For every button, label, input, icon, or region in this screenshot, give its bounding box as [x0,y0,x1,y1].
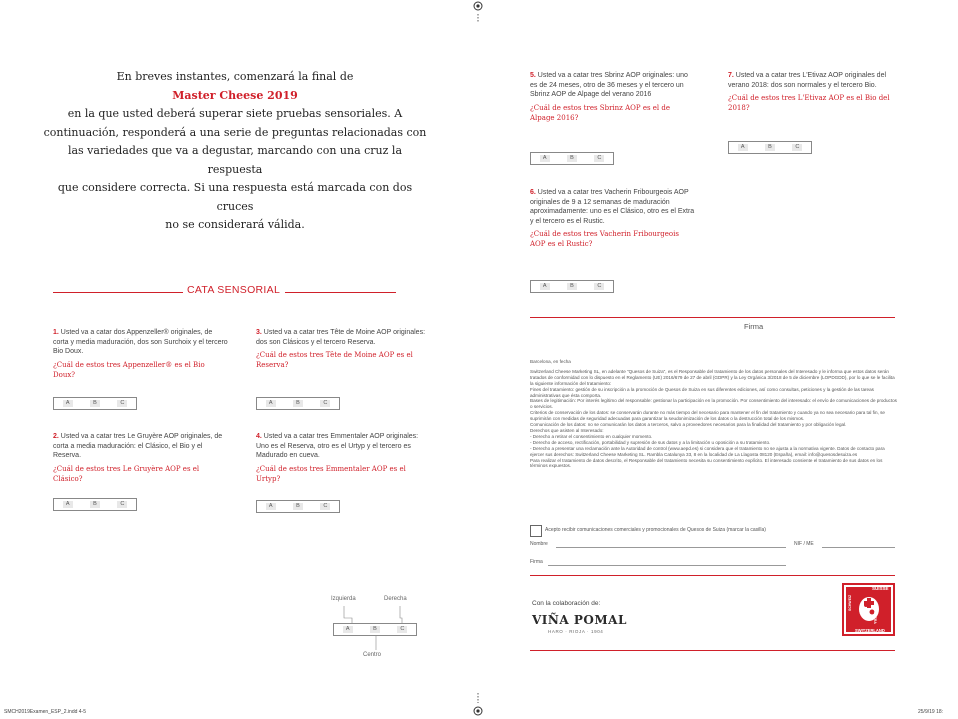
divider [530,575,895,576]
question-3 [256,328,428,370]
logo-text: SVIZZERA [873,607,877,624]
intro-line: las variedades que va a degustar, marcando con una cruz la respuesta [67,144,403,176]
divider [530,650,895,651]
legal-paragraph: - Derecho de acceso, rectificación, portabilidad y supresión de sus datos y a la limitación u oposición a su tratamiento. [530,439,771,445]
section-header [53,284,396,298]
option-a[interactable]: A [266,503,276,510]
firma-label: Firma [530,559,543,565]
intro-line: que considere correcta. Si una respuesta está marcada con dos cruces [57,181,413,213]
privacy-notice [530,359,897,469]
legal-paragraph: - Derecho a retirar el consentimiento en cualquier momento. [530,433,653,439]
question-number: 4. [256,433,262,440]
option-c[interactable]: C [117,400,127,407]
option-b[interactable]: B [293,400,303,407]
question-ask: ¿Cuál de estos tres Tête de Moine AOP es el Reserva? [256,351,413,370]
legal-paragraph: Criterios de conservación de los datos: se conservarán durante no más tiempo del necesario para mantener el fin del tratamiento y cuando ya no sea necesario para tal fin, se suprimirán con medidas de seguridad adecuadas para garantizar la seudonimización de los datos o la destrucción total de los mismos. [530,410,885,422]
registration-icon [472,693,484,719]
nif-label: NIF / ME [794,541,814,547]
print-slug: SMCH2019Examen_ESP_2.indd 4-5 [4,709,86,715]
question-number: 2. [53,433,59,440]
option-b[interactable]: B [567,155,577,162]
legal-paragraph: Derechos que asisten al Interesado: [530,427,604,433]
event-name: Master Cheese 2019 [172,88,298,102]
question-number: 7. [728,72,734,79]
sponsor-logo: VIÑA POMAL [532,613,627,627]
option-b[interactable]: B [90,501,100,508]
logo-text: SWITZERLAND [855,628,885,633]
legal-paragraph: Fines del tratamiento: gestión de su inscripción a la promoción de Quesos de Suiza en sus diferentes ediciones, así como consultas, peticiones y la gestión de las tareas administrativas que ésta comporta. [530,386,874,398]
question-text: Usted va a catar tres Emmentaler AOP originales: Uno es el Reserva, otro es el Urtyp y el tercero es Madurado en cueva. [256,433,419,460]
option-c: C [397,626,407,633]
diagram-right-label: Derecha [384,596,407,602]
option-a: A [343,626,353,633]
registration-mark-bottom [478,693,479,717]
divider [53,292,183,293]
option-c[interactable]: C [320,400,330,407]
question-text: Usted va a catar tres L'Etivaz AOP originales del verano 2018: dos son normales y el tercero Bio. [728,72,887,89]
logo-text: SCHWEIZ [848,594,852,611]
name-label: Nombre [530,541,548,547]
option-a[interactable]: A [266,400,276,407]
option-a[interactable]: A [63,501,73,508]
diagram-left-label: Izquierda [331,596,356,602]
print-date: 25/9/19 18: [918,709,944,715]
question-text: Usted va a catar tres Le Gruyère AOP originales, de corta a media maduración: el Clásico, el Bio y el Reserva. [53,433,223,460]
option-c[interactable]: C [117,501,127,508]
question-text: Usted va a catar dos Appenzeller® originales, de corta y media maduración, dos son Surchoix y el tercero Bio Doux. [53,329,228,356]
option-b[interactable]: B [567,283,577,290]
cheese-figure-icon [856,595,882,625]
option-c[interactable]: C [320,503,330,510]
question-ask: ¿Cuál de estos tres Le Gruyère AOP es el Clásico? [53,464,200,483]
option-a[interactable]: A [63,400,73,407]
question-1 [53,328,228,380]
answer-box-3[interactable] [256,397,340,410]
option-a[interactable]: A [540,155,550,162]
intro-line: En breves instantes, comenzará la final de [116,70,354,83]
legal-paragraph: Para realizar el tratamiento de datos descrito, el Responsable del tratamiento necesita su consentimiento explícito. El interesado consiente el tratamiento de sus datos en los términos expuestos. [530,457,883,469]
option-a[interactable]: A [540,283,550,290]
question-6 [530,188,695,249]
question-ask: ¿Cuál de estos tres Appenzeller® es el Bio Doux? [53,360,205,379]
question-text: Usted va a catar tres Vacherin Fribourgeois AOP originales de 9 a 12 semanas de maduración aproximadamente: uno es el Clásico, otro es el Extra y el tercero es el Rustic. [530,189,695,225]
question-number: 3. [256,329,262,336]
firma-field[interactable] [548,565,786,566]
answer-box-5[interactable] [530,152,614,165]
swiss-cheese-logo [842,583,895,636]
answer-box-1[interactable] [53,397,137,410]
question-ask: ¿Cuál de estos tres Emmentaler AOP es el Urtyp? [256,464,406,483]
option-c[interactable]: C [792,144,802,151]
option-b: B [370,626,380,633]
answer-box-6[interactable] [530,280,614,293]
diagram-center-label: Centro [363,652,382,658]
intro-line: no se considerará válida. [165,218,305,231]
question-2 [53,432,228,484]
sponsor-tagline: HARO · RIOJA · 1904 [548,629,604,634]
name-field[interactable] [556,547,786,548]
option-c[interactable]: C [594,155,604,162]
consent-checkbox[interactable] [530,525,542,537]
divider [285,292,396,293]
question-ask: ¿Cuál de estos tres Vacherin Fribourgeois AOP es el Rustic? [530,230,679,249]
answer-box-2[interactable] [53,498,137,511]
question-4 [256,432,428,484]
intro-line: en la que usted deberá superar siete pruebas sensoriales. A [67,107,403,120]
question-number: 1. [53,329,59,336]
option-c[interactable]: C [594,283,604,290]
legal-paragraph: Switzerland Cheese Marketing SL, en adelante "Quesos de Suiza", es el Responsable del tratamiento de los datos personales del Interesado y le informa que estos datos serán tratados de conformidad con lo dispuesto en el Reglamento (UE) 2016/679 de 27 de abril (GDPR) y la Ley Orgánica 3/2018 de 5 de diciembre (LOPDGDD), por lo que se le facilita la siguiente información del tratamiento: [530,368,895,386]
consent-label: Acepto recibir comunicaciones comerciales y promocionales de Quesos de Suiza (marcar la casilla) [545,527,766,533]
signature-label: Firma [744,322,764,331]
question-5 [530,71,695,123]
option-b[interactable]: B [90,400,100,407]
nif-field[interactable] [822,547,895,548]
question-number: 5. [530,72,536,79]
legal-paragraph: - Derecho a presentar una reclamación ante la Autoridad de control (www.aepd.es) si considera que el tratamiento no se ajusta a la normativa vigente. Datos de contacto para ejercer sus derechos: Switzerland Cheese Marketing SL. Rambla Catalunya 33, 8 en la localidad de La Llagosta 08120 (España), email: info@quesosdesuiza.es [530,445,885,457]
legal-paragraph: Comunicación de los datos: no se comunicarán los datos a terceros, salvo a proveedores necesarios para la finalidad del tratamiento y por obligación legal. [530,422,847,428]
collab-label: Con la colaboración de: [532,600,601,607]
answer-box-7[interactable] [728,141,812,154]
answer-box-4[interactable] [256,500,340,513]
question-text: Usted va a catar tres Sbrinz AOP originales: uno es de 24 meses, otro de 36 meses y el tercero un Sbrinz AOP de Alpage del verano 2016 [530,72,688,99]
question-text: Usted va a catar tres Tête de Moine AOP originales: dos son Clásicos y el tercero Reserva. [256,329,426,346]
legal-paragraph: Barcelona, en fecha [530,359,571,364]
intro-paragraph [40,68,430,235]
diagram-abc [333,623,417,636]
legal-paragraph: Bases de legitimación: Por interés legítimo del responsable: gestionar la participación en la promoción. Por consentimiento del interesado: el envío de comunicaciones de productos o servicios. [530,398,897,410]
question-ask: ¿Cuál de estos tres L'Etivaz AOP es el Bio del 2018? [728,94,890,113]
option-a[interactable]: A [738,144,748,151]
divider [530,317,895,318]
logo-text: SUISSE [872,586,889,591]
question-ask: ¿Cuál de estos tres Sbrinz AOP es el de Alpage 2016? [530,103,671,122]
registration-icon [472,0,484,24]
intro-line: continuación, responderá a una serie de preguntas relacionadas con [43,125,427,139]
option-b[interactable]: B [293,503,303,510]
registration-mark-top [478,0,479,24]
question-7 [728,71,893,113]
section-title: CATA SENSORIAL [187,284,281,296]
option-b[interactable]: B [765,144,775,151]
question-number: 6. [530,189,536,196]
